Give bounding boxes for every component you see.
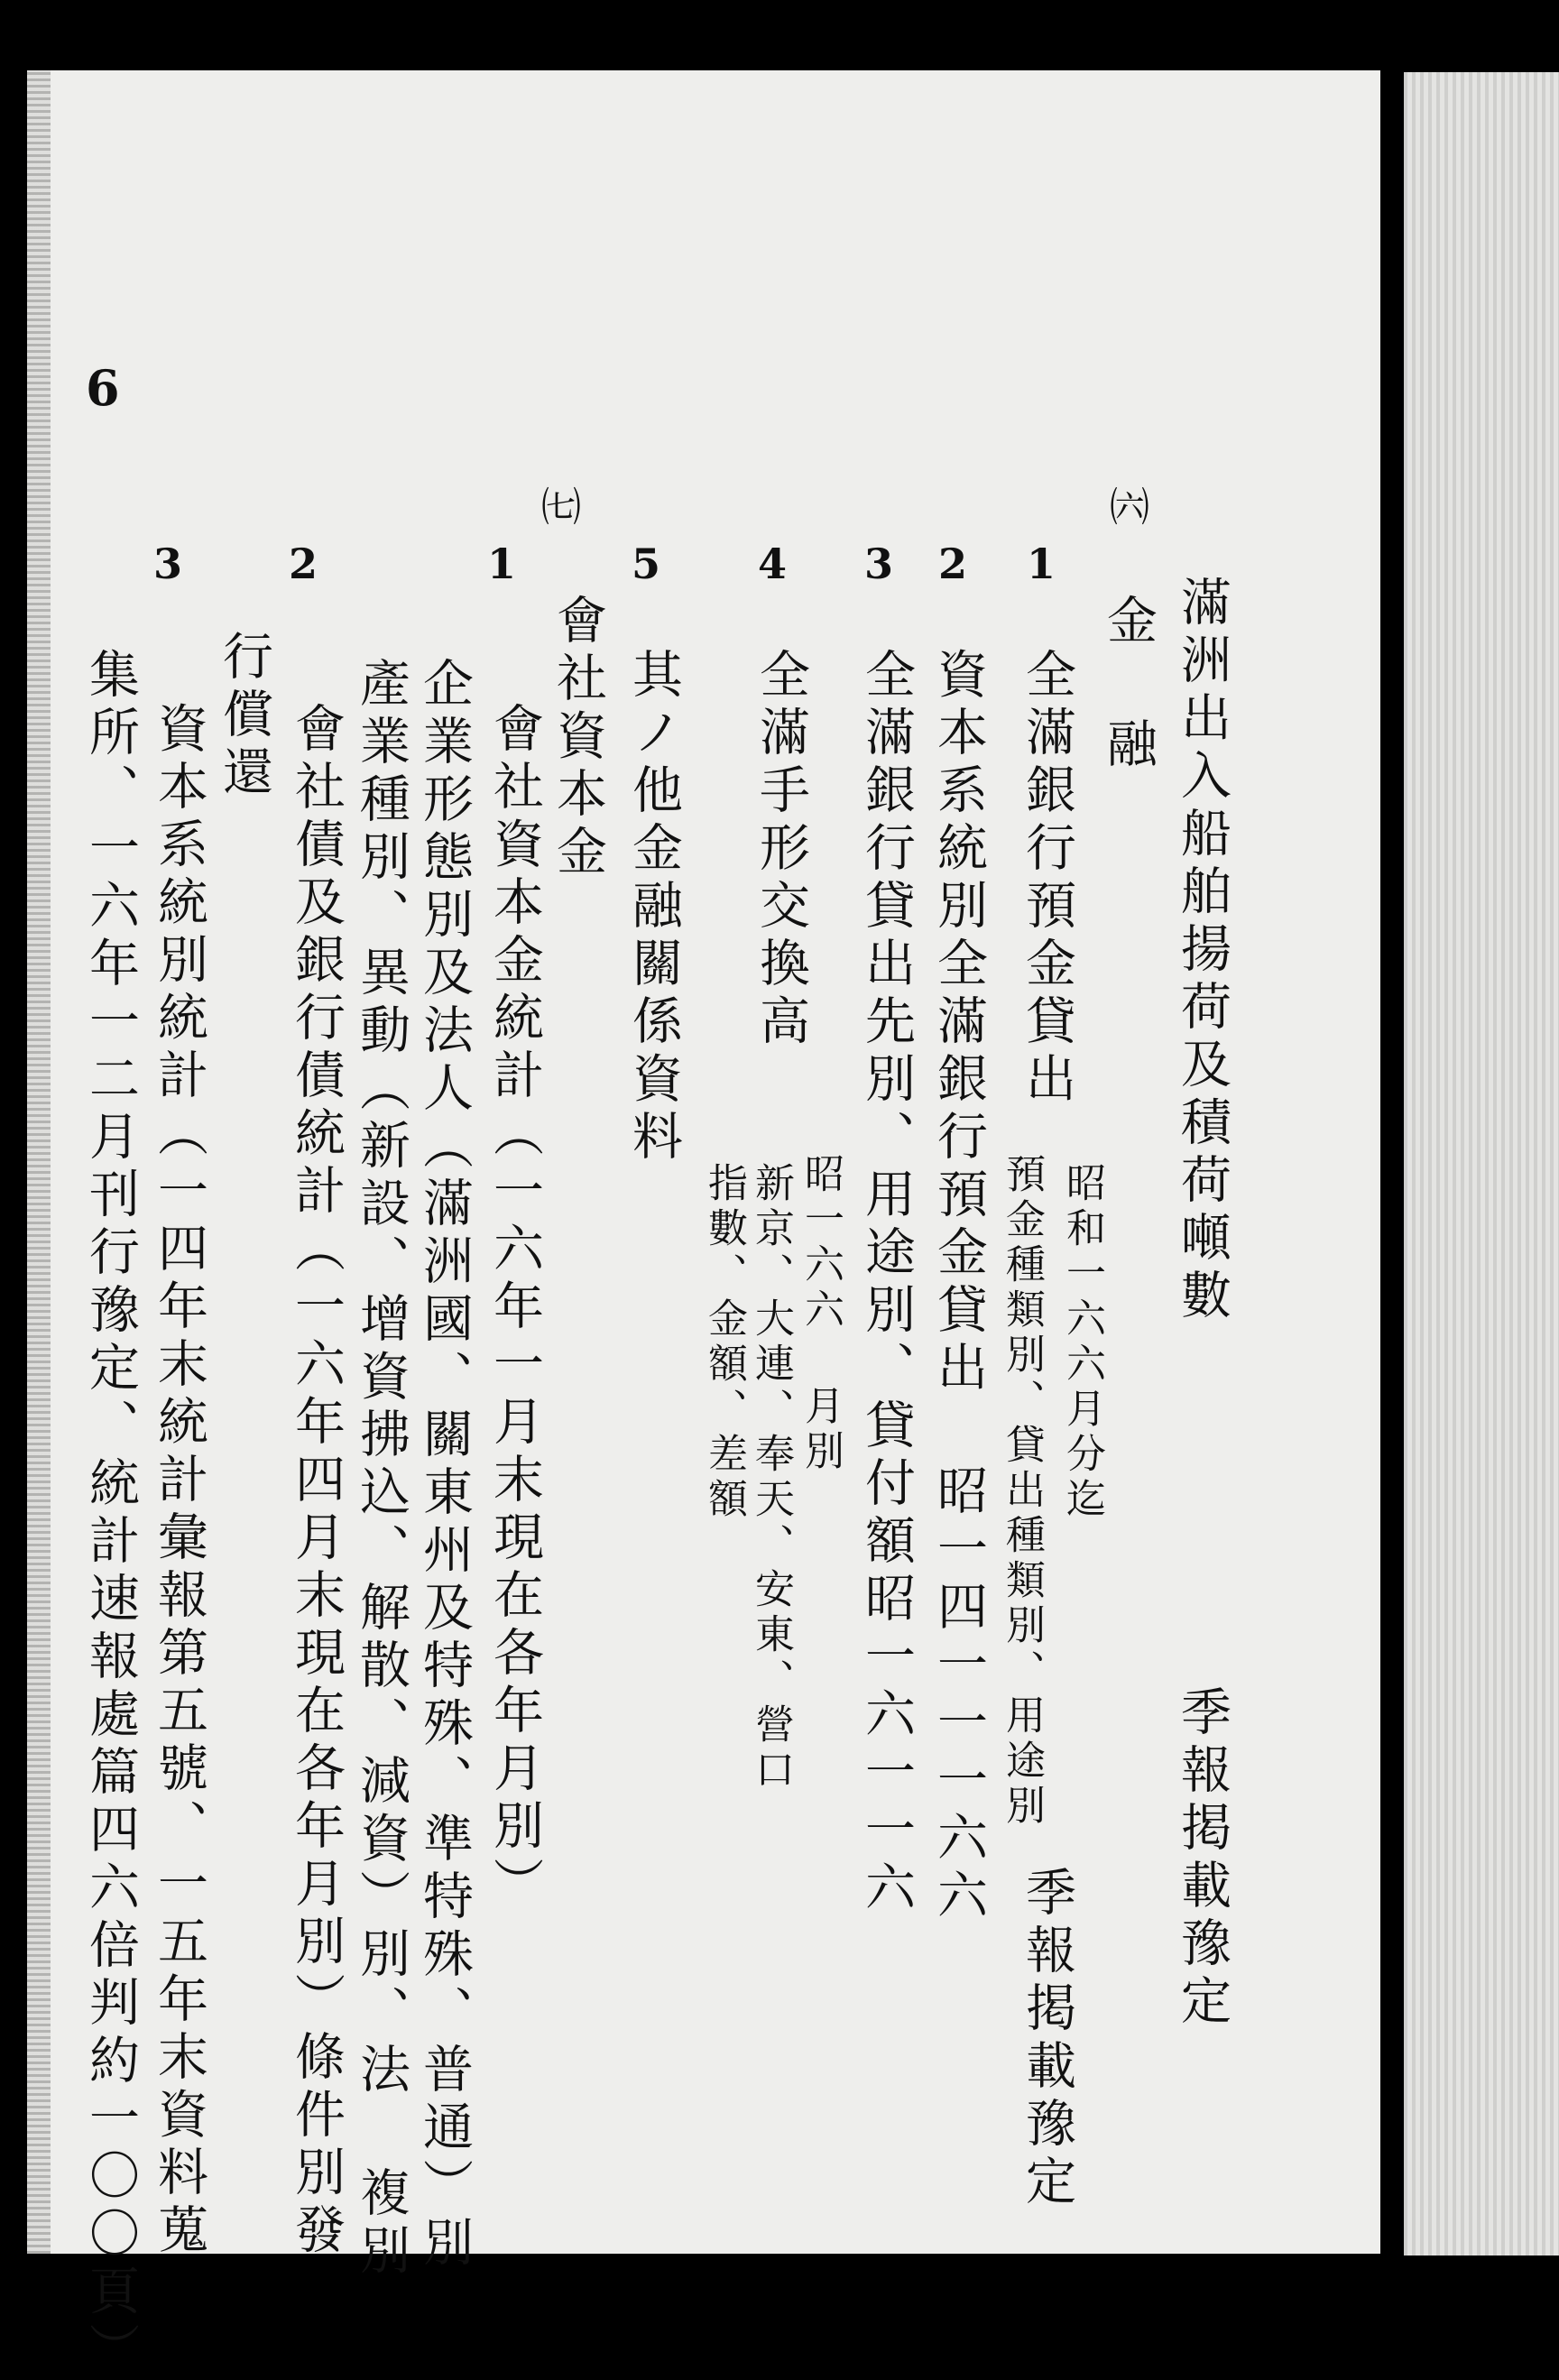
item-6-3-number: 3: [864, 540, 894, 588]
item-6-1-text: 全滿銀行預金貸出: [1018, 648, 1076, 1110]
finance-heading: 金 融: [1099, 594, 1158, 775]
item-7-2-sub1: 行償還: [215, 630, 273, 803]
item-7-3-sub1: 集所、一六年一二月刊行豫定、統計速報處篇四六倍判約一〇〇頁）: [81, 648, 140, 2380]
item-7-1-text: 會社資本金統計（一六年一月末現在各年月別）: [485, 702, 544, 1914]
item-7-3-text: 資本系統別統計（一四年末統計彙報第五號、一五年末資料蒐: [150, 702, 208, 2261]
section-six-note: 季報掲載豫定: [1173, 1685, 1232, 2032]
section-seven-marker: ㈦: [541, 484, 581, 530]
section-seven-title: 會社資本金: [549, 594, 607, 882]
item-6-1-breakdown: 預金種類別、貸出種類別、用途別: [999, 1153, 1045, 1830]
item-7-1-number: 1: [487, 540, 517, 588]
item-6-4-number: 4: [758, 540, 788, 588]
item-6-5-number: 5: [632, 540, 661, 588]
item-6-1-note: 季報掲載豫定: [1018, 1866, 1076, 2212]
item-6-4-measures: 指數、金額、差額: [701, 1162, 747, 1523]
item-7-2-number: 2: [289, 540, 318, 588]
item-6-5-text: 其ノ他金融關係資料: [624, 648, 683, 1167]
item-6-4-text: 全滿手形交換高: [752, 648, 810, 1052]
item-6-1-number: 1: [1027, 540, 1056, 588]
item-7-2-text: 會社債及銀行債統計（一六年四月末現在各年月別）條件別發: [287, 702, 346, 2261]
item-6-1-period: 昭和一六六月分迄: [1059, 1162, 1105, 1523]
item-6-4-period: 昭一六六 月別: [798, 1153, 844, 1475]
adjacent-page-edge: [1404, 72, 1559, 2255]
item-7-1-sub1: 企業形態別及法人（滿洲國、關東州及特殊、準特殊、普通）別: [415, 657, 474, 2274]
item-6-4-cities: 新京、大連、奉天、安東、營口: [748, 1162, 794, 1794]
item-7-3-number: 3: [153, 540, 183, 588]
document-page: [27, 70, 1380, 2380]
item-6-2-number: 2: [938, 540, 968, 588]
page-number: 6: [86, 359, 120, 417]
item-7-1-sub2: 產業種別、異動（新設、增資拂込、解散、減資）別、法 複別: [352, 657, 411, 2282]
section-six-title: 滿洲出入船舶揚荷及積荷噸數: [1173, 576, 1232, 1326]
section-six-marker: ㈥: [1110, 484, 1149, 530]
item-6-2-text: 資本系統別全滿銀行預金貸出 昭一四一一一六六: [929, 648, 988, 1926]
item-6-3-text: 全滿銀行貸出先別、用途別、貸付額昭一六一一六: [857, 648, 916, 1918]
